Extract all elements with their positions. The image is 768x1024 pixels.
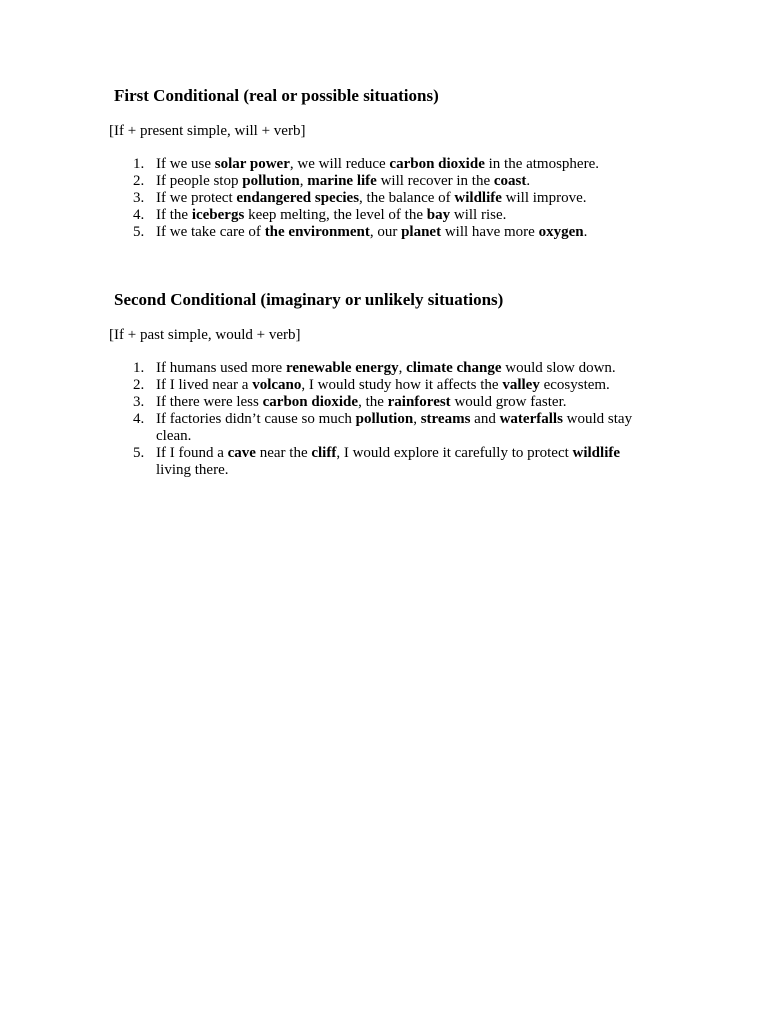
list-item — [0, 411, 656, 445]
text-segment: will recover in the — [376, 173, 494, 189]
formula-line: [If + past simple, would + verb] — [109, 327, 301, 343]
text-segment: . — [583, 224, 588, 240]
text-segment: would grow faster. — [450, 394, 567, 410]
vocabulary-term: marine life — [307, 173, 377, 189]
vocabulary-term: icebergs — [191, 207, 245, 223]
vocabulary-term: wildlife — [572, 445, 621, 461]
vocabulary-term: carbon dioxide — [389, 156, 485, 172]
text-segment: If I lived near a — [156, 377, 253, 393]
vocabulary-term: rainforest — [387, 394, 451, 410]
text-segment: If people stop — [156, 173, 243, 189]
list-item — [0, 156, 656, 173]
list-item-text — [156, 445, 620, 478]
vocabulary-term: cliff — [311, 445, 337, 461]
list-item-number: 5. — [133, 224, 145, 240]
text-segment: , — [398, 360, 407, 376]
text-segment: near the — [255, 445, 312, 461]
text-segment: If humans used more — [156, 360, 286, 376]
list-item-text — [156, 207, 506, 223]
vocabulary-term: solar power — [214, 156, 290, 172]
vocabulary-term: oxygen — [538, 224, 584, 240]
example-list — [0, 156, 768, 241]
list-item-text — [156, 224, 587, 240]
vocabulary-term: cave — [227, 445, 256, 461]
text-segment: ecosystem. — [539, 377, 610, 393]
text-segment: , I would study how it affects the — [301, 377, 503, 393]
list-item — [0, 445, 656, 479]
section-heading: First Conditional (real or possible situations) — [114, 86, 439, 105]
text-segment: will improve. — [501, 190, 587, 206]
vocabulary-term: renewable energy — [285, 360, 399, 376]
text-segment: will have more — [441, 224, 539, 240]
text-segment: and — [470, 411, 500, 427]
section-heading: Second Conditional (imaginary or unlikely situations) — [114, 290, 504, 309]
text-segment: If there were less — [156, 394, 263, 410]
list-item-number: 4. — [133, 207, 145, 223]
vocabulary-term: planet — [401, 224, 442, 240]
list-item-number: 2. — [133, 377, 145, 393]
text-segment: will rise. — [450, 207, 507, 223]
list-item — [0, 173, 656, 190]
list-item — [0, 377, 656, 394]
text-segment: , the — [358, 394, 388, 410]
list-item-number: 3. — [133, 190, 145, 206]
list-item — [0, 360, 656, 377]
text-segment: living there. — [156, 462, 229, 478]
list-item-text — [156, 377, 610, 393]
text-segment: If I found a — [156, 445, 228, 461]
text-segment: , the balance of — [359, 190, 455, 206]
text-segment: If factories didn’t cause so much — [156, 411, 356, 427]
list-item-text — [156, 394, 567, 410]
text-segment: , — [299, 173, 308, 189]
text-segment: in the atmosphere. — [484, 156, 599, 172]
list-item — [0, 207, 656, 224]
list-item-text — [156, 190, 586, 206]
list-item-number: 3. — [133, 394, 145, 410]
text-segment: keep melting, the level of the — [244, 207, 427, 223]
example-list — [0, 360, 768, 479]
text-segment: , — [413, 411, 421, 427]
vocabulary-term: endangered species — [236, 190, 360, 206]
text-segment: would slow down. — [501, 360, 616, 376]
text-segment: If we take care of — [156, 224, 265, 240]
vocabulary-term: waterfalls — [499, 411, 563, 427]
list-item-text — [156, 360, 616, 376]
list-item-text — [156, 173, 530, 189]
text-segment: If the — [156, 207, 192, 223]
vocabulary-term: streams — [420, 411, 471, 427]
text-segment: would stay clean. — [156, 411, 633, 444]
vocabulary-term: the environment — [264, 224, 370, 240]
vocabulary-term: climate change — [406, 360, 502, 376]
list-item — [0, 190, 656, 207]
text-segment: , our — [369, 224, 402, 240]
list-item-text — [156, 156, 599, 172]
list-item-number: 5. — [133, 445, 145, 461]
vocabulary-term: bay — [426, 207, 451, 223]
vocabulary-term: pollution — [355, 411, 414, 427]
vocabulary-term: carbon dioxide — [262, 394, 359, 410]
list-item-number: 2. — [133, 173, 145, 189]
text-segment: If we protect — [156, 190, 237, 206]
list-item-text — [156, 411, 632, 444]
list-item — [0, 224, 656, 241]
list-item-number: 1. — [133, 360, 145, 376]
list-item-number: 4. — [133, 411, 145, 427]
list-item — [0, 394, 656, 411]
formula-line: [If + present simple, will + verb] — [109, 123, 306, 139]
vocabulary-term: volcano — [252, 377, 302, 393]
text-segment: , I would explore it carefully to protect — [336, 445, 573, 461]
text-segment: , we will reduce — [289, 156, 390, 172]
text-segment: . — [526, 173, 531, 189]
vocabulary-term: pollution — [242, 173, 300, 189]
vocabulary-term: wildlife — [454, 190, 502, 206]
vocabulary-term: coast — [493, 173, 527, 189]
text-segment: If we use — [156, 156, 215, 172]
vocabulary-term: valley — [502, 377, 540, 393]
list-item-number: 1. — [133, 156, 145, 172]
